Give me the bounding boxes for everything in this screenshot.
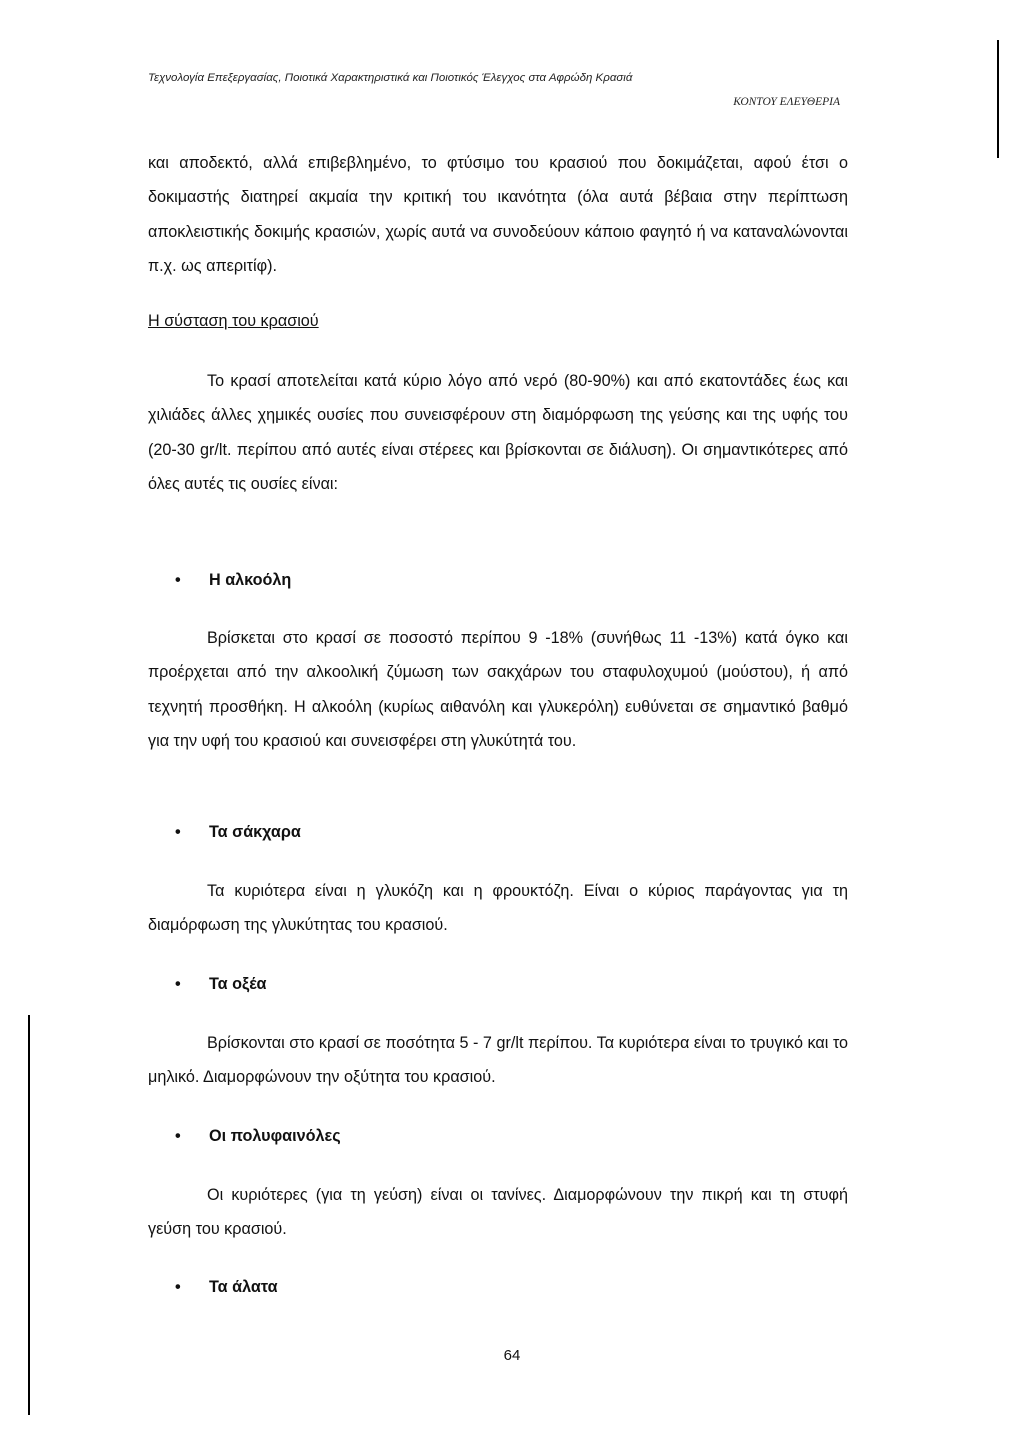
bullet-sugars-title: Τα σάκχαρα: [209, 823, 301, 841]
bullet-dot: •: [175, 975, 181, 993]
bullet-alcohol: [175, 571, 291, 590]
alcohol-paragraph: Βρίσκεται στο κρασί σε ποσοστό περίπου 9 -18% (συνήθως 11 -13%) κατά όγκο και προέρχεται από την αλκοολική ζύμωση των σακχάρων του σταφυλοχυμού (μούστου), ή από τεχνητή προσθήκη. Η αλκοόλη (κυρίως αιθανόλη και γλυκερόλη) ευθύνεται σε σημαντικό βαθμό για την υφή του κρασιού και συνεισφέρει στη γλυκύτητά του.: [148, 629, 848, 751]
sugars-paragraph: Τα κυριότερα είναι η γλυκόζη και η φρουκτόζη. Είναι ο κύριος παράγοντας για τη διαμόρφωση της γλυκύτητας του κρασιού.: [148, 882, 848, 935]
bullet-acids: [175, 975, 267, 994]
bullet-polyphenols: [175, 1127, 341, 1146]
running-header-author: ΚΟΝΤΟΥ ΕΛΕΥΘΕΡΙΑ: [733, 96, 840, 108]
bullet-dot: •: [175, 1127, 181, 1145]
section-heading: Η σύσταση του κρασιού: [148, 312, 319, 330]
bullet-acids-title: Τα οξέα: [209, 975, 267, 993]
bullet-salts: [175, 1278, 278, 1297]
acids-paragraph: Βρίσκονται στο κρασί σε ποσότητα 5 - 7 gr/lt περίπου. Τα κυριότερα είναι το τρυγικό και το μηλικό. Διαμορφώνουν την οξύτητα του κρασιού.: [148, 1034, 848, 1087]
page-number: 64: [503, 1347, 521, 1364]
scan-edge-line-top-right: [997, 40, 999, 158]
bullet-polyphenols-title: Οι πολυφαινόλες: [209, 1127, 341, 1145]
bullet-dot: •: [175, 1278, 181, 1296]
polyphenols-paragraph: Οι κυριότερες (για τη γεύση) είναι οι τανίνες. Διαμορφώνουν την πικρή και τη στυφή γεύση του κρασιού.: [148, 1186, 848, 1239]
section-paragraph: Το κρασί αποτελείται κατά κύριο λόγο από νερό (80-90%) και από εκατοντάδες έως και χιλιάδες άλλες χημικές ουσίες που συνεισφέρουν στη διαμόρφωση της γεύσης και της υφής του (20-30 gr/lt. περίπου από αυτές είναι στέρεες και βρίσκονται σε διάλυση). Οι σημαντικότερες από όλες αυτές τις ουσίες είναι:: [148, 372, 848, 494]
intro-paragraph: και αποδεκτό, αλλά επιβεβλημένο, το φτύσιμο του κρασιού που δοκιμάζεται, αφού έτσι ο δοκιμαστής διατηρεί ακμαία την κριτική του ικανότητα (όλα αυτά βέβαια στην περίπτωση αποκλειστικής δοκιμής κρασιών, χωρίς αυτά να συνοδεύουν κάποιο φαγητό ή να καταναλώνονται π.χ. ως απεριτίφ).: [148, 154, 848, 276]
bullet-dot: •: [175, 571, 181, 589]
bullet-sugars: [175, 823, 301, 842]
running-header-title: Τεχνολογία Επεξεργασίας, Ποιοτικά Χαρακτηριστικά και Ποιοτικός Έλεγχος στα Αφρώδη Κρασιά: [148, 72, 633, 84]
bullet-dot: •: [175, 823, 181, 841]
bullet-alcohol-title: Η αλκοόλη: [209, 571, 292, 589]
bullet-salts-title: Τα άλατα: [209, 1278, 278, 1296]
